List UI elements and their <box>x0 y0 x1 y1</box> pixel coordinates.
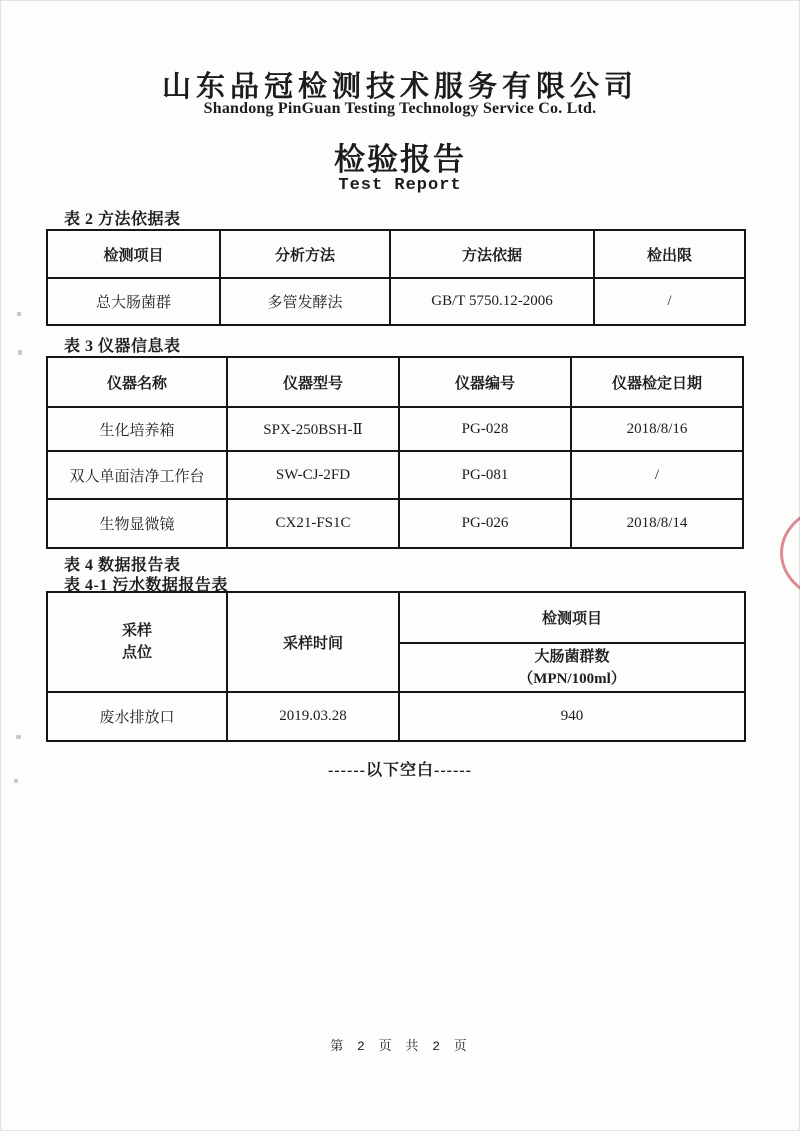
table-cell: 双人单面洁净工作台 <box>47 451 227 499</box>
page-number: 第 2 页 共 2 页 <box>330 1039 470 1054</box>
table-cell: 生物显微镜 <box>47 499 227 548</box>
table-header-row <box>47 357 743 407</box>
table-cell: 2019.03.28 <box>227 692 399 741</box>
table-row <box>47 407 743 451</box>
company-name-en: Shandong PinGuan Testing Technology Service Co. Ltd. <box>203 100 597 117</box>
company-name-cn: 山东品冠检测技术服务有限公司 <box>161 71 638 103</box>
table-row <box>47 499 743 548</box>
table-cell: 废水排放口 <box>47 692 227 741</box>
table-header-cell: 仪器型号 <box>227 357 399 407</box>
table-header-cell: 仪器编号 <box>399 357 571 407</box>
table-header-cell: 方法依据 <box>390 230 594 278</box>
table-cell: / <box>571 451 743 499</box>
header-line: 大肠菌群数 <box>534 648 610 665</box>
header-line: 采样 <box>121 623 152 639</box>
method-table <box>46 229 746 326</box>
scan-speck <box>17 312 21 316</box>
table-cell: 多管发酵法 <box>220 278 390 325</box>
sewage-data-table <box>46 591 746 742</box>
table-header-cell <box>47 592 227 692</box>
scan-speck <box>18 350 22 355</box>
data-report-table-caption: 表 4 数据报告表 <box>64 557 181 574</box>
report-title-en: Test Report <box>338 176 462 195</box>
instrument-table-caption: 表 3 仪器信息表 <box>64 338 181 355</box>
header-line: 点位 <box>121 645 152 661</box>
scan-speck <box>14 779 18 783</box>
table-cell: 总大肠菌群 <box>47 278 220 325</box>
table-row <box>47 451 743 499</box>
header-line: （MPN/100ml） <box>518 670 626 687</box>
table-cell: SPX-250BSH-Ⅱ <box>227 407 399 451</box>
scan-speck <box>16 735 21 739</box>
table-cell: PG-026 <box>399 499 571 548</box>
instrument-table <box>46 356 744 549</box>
table-row <box>47 278 745 325</box>
sewage-data-table-caption: 表 4-1 污水数据报告表 <box>64 577 228 594</box>
table-row <box>47 692 745 741</box>
table-header-cell: 仪器检定日期 <box>571 357 743 407</box>
table-header-row <box>47 592 745 643</box>
table-header-cell: 采样时间 <box>227 592 399 692</box>
red-seal-stamp-edge <box>780 504 800 602</box>
table-cell: 生化培养箱 <box>47 407 227 451</box>
table-cell: / <box>594 278 745 325</box>
table-header-row <box>47 230 745 278</box>
table-cell: GB/T 5750.12-2006 <box>390 278 594 325</box>
table-header-cell <box>399 643 745 692</box>
method-table-caption: 表 2 方法依据表 <box>64 211 181 228</box>
blank-below-note: ------以下空白------ <box>328 762 472 779</box>
table-cell: CX21-FS1C <box>227 499 399 548</box>
table-cell: 2018/8/16 <box>571 407 743 451</box>
table-cell: 2018/8/14 <box>571 499 743 548</box>
table-header-cell: 检测项目 <box>399 592 745 643</box>
table-header-cell: 分析方法 <box>220 230 390 278</box>
table-cell: PG-081 <box>399 451 571 499</box>
table-cell: PG-028 <box>399 407 571 451</box>
table-cell: 940 <box>399 692 745 741</box>
table-cell: SW-CJ-2FD <box>227 451 399 499</box>
table-header-cell: 检出限 <box>594 230 745 278</box>
table-header-cell: 仪器名称 <box>47 357 227 407</box>
table-header-cell: 检测项目 <box>47 230 220 278</box>
report-title-cn: 检验报告 <box>334 142 466 177</box>
